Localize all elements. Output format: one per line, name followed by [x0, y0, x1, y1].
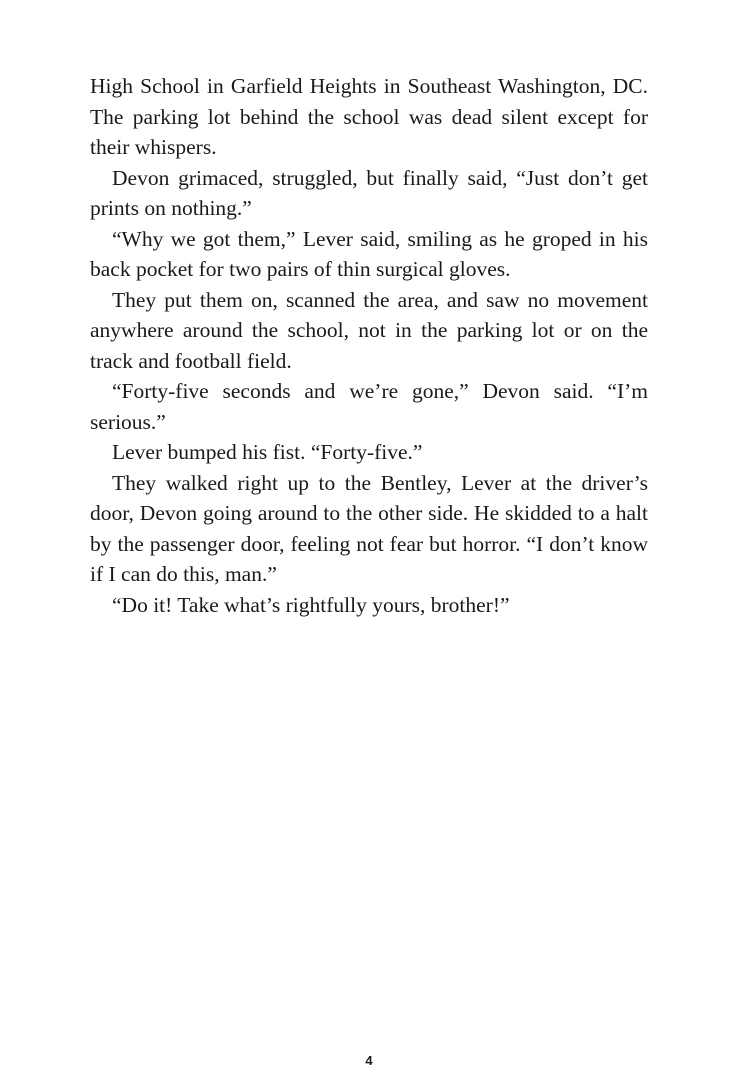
paragraph: “Why we got them,” Lever said, smiling as he groped in his back pocket for two pairs of thin surgical gloves.	[90, 226, 648, 281]
paragraph-continued: High School in Garfield Heights in Southeast Washington, DC. The parking lot behind the school was dead silent except for their whispers.	[90, 74, 648, 159]
page-number: 4	[365, 1053, 373, 1068]
paragraph: Devon grimaced, struggled, but finally said, “Just don’t get prints on nothing.”	[90, 165, 648, 220]
paragraph: Lever bumped his fist. “Forty-five.”	[112, 440, 423, 464]
paragraph: They put them on, scanned the area, and saw no movement anywhere around the school, not in the parking lot or on the track and football field.	[90, 287, 648, 373]
paragraph: “Forty-five seconds and we’re gone,” Devon said. “I’m serious.”	[90, 379, 648, 434]
paragraph: They walked right up to the Bentley, Lever at the driver’s door, Devon going around to the other side. He skidded to a halt by the passenger door, feeling not fear but horror. “I don’t know if I can do this, man.”	[90, 470, 648, 586]
body-text	[90, 71, 648, 620]
paragraph: “Do it! Take what’s rightfully yours, brother!”	[112, 592, 510, 617]
